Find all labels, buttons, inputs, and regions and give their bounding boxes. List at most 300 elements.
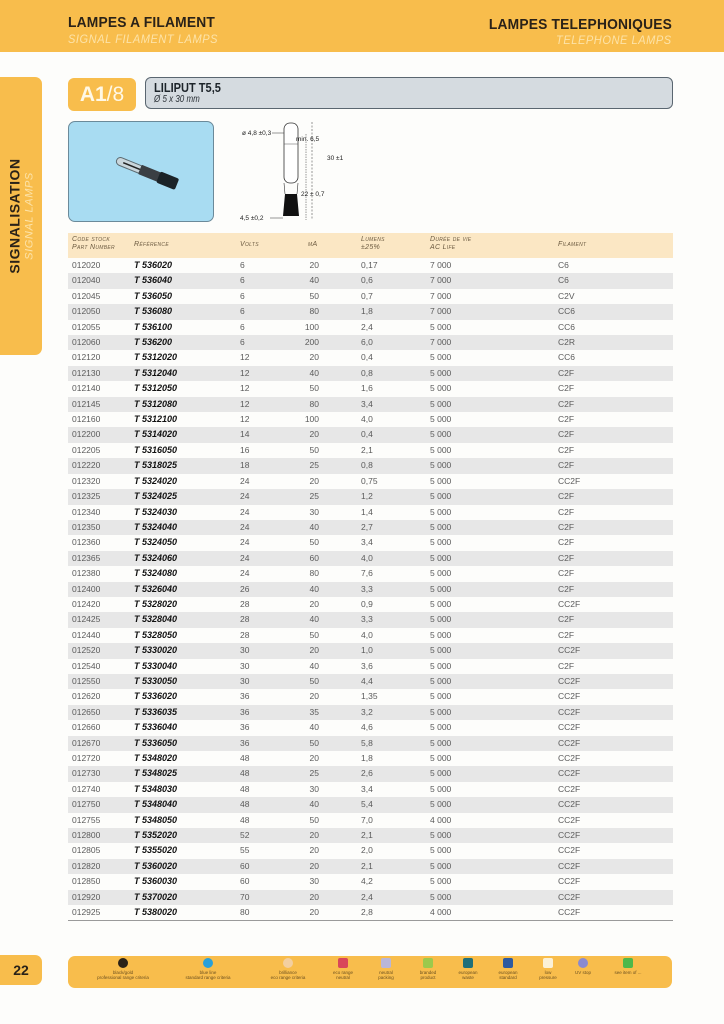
reference-cell: T 536200 (134, 337, 173, 348)
reference-cell: T 5360030 (134, 876, 178, 887)
reference-cell: T 536050 (134, 290, 173, 301)
filament-cell: CC2F (558, 753, 581, 763)
header-filament: Filament (558, 241, 587, 248)
volts-cell: 80 (240, 907, 250, 918)
life-cell: 5 000 (430, 444, 452, 455)
page-header (0, 0, 724, 52)
filament-cell: C2F (558, 521, 575, 532)
table-bottom-rule (68, 920, 673, 921)
life-cell: 7 000 (430, 290, 452, 301)
ma-cell: 40 (309, 722, 319, 733)
reference-cell: T 5326040 (134, 583, 178, 594)
ma-cell: 100 (304, 321, 319, 332)
lumens-cell: 3,4 (361, 783, 373, 794)
ma-cell: 30 (309, 506, 319, 517)
table-row (68, 766, 673, 781)
table-row (68, 874, 673, 889)
product-title-box (145, 77, 673, 109)
volts-cell: 12 (240, 352, 250, 363)
reference-cell: T 5312020 (134, 352, 178, 363)
ma-cell: 20 (309, 645, 319, 656)
reference-cell: T 5324060 (134, 552, 178, 563)
filament-cell: CC2F (558, 706, 581, 717)
header-ma: mA (308, 241, 318, 248)
filament-cell: CC2F (558, 737, 581, 748)
filament-cell: CC2F (558, 845, 581, 856)
code-cell: 012420 (72, 598, 101, 609)
code-cell: 012145 (72, 398, 101, 409)
section-title: LAMPES A FILAMENT (68, 14, 215, 31)
reference-cell: T 5324080 (134, 568, 178, 579)
volts-cell: 24 (240, 506, 250, 517)
lumens-cell: 7,6 (361, 568, 373, 579)
table-row (68, 859, 673, 874)
table-row (68, 782, 673, 797)
life-cell: 5 000 (430, 614, 452, 625)
lumens-cell: 0,7 (361, 290, 373, 301)
ma-cell: 50 (309, 737, 319, 748)
code-cell: 012805 (72, 845, 101, 856)
code-cell: 012340 (72, 506, 101, 517)
table-row (68, 751, 673, 766)
legend-item (93, 958, 153, 980)
lumens-cell: 4,0 (361, 629, 373, 640)
header-life-fr: Durée de vie (430, 236, 472, 243)
lumens-cell: 1,2 (361, 491, 373, 502)
filament-cell: CC2F (558, 907, 581, 918)
legend-label: pressure (539, 975, 557, 980)
life-cell: 5 000 (430, 552, 452, 563)
filament-cell: CC2F (558, 691, 581, 702)
ma-cell: 20 (309, 891, 319, 902)
filament-cell: C2F (558, 414, 575, 425)
filament-cell: CC2F (558, 722, 581, 733)
header-lumens (361, 236, 385, 252)
lumens-cell: 0,75 (361, 475, 378, 486)
legend-label: packing (378, 975, 394, 980)
life-cell: 5 000 (430, 722, 452, 733)
table-row (68, 705, 673, 720)
lumens-cell: 1,6 (361, 383, 373, 394)
filament-cell: C2F (558, 506, 575, 517)
filament-cell: CC2F (558, 799, 581, 810)
reference-cell: T 5380020 (134, 907, 178, 918)
lumens-cell: 1,4 (361, 506, 373, 517)
legend-label: brilliance (279, 970, 297, 975)
ma-cell: 35 (309, 706, 319, 717)
brilliance-icon (283, 958, 293, 968)
ma-cell: 20 (309, 475, 319, 486)
header-code-fr: Code stock (72, 236, 110, 243)
volts-cell: 24 (240, 552, 250, 563)
legend-label: blue line (199, 970, 217, 975)
reference-cell: T 5318025 (134, 460, 178, 471)
life-cell: 5 000 (430, 753, 452, 763)
code-cell: 012425 (72, 614, 101, 625)
eco-badge-icon (338, 958, 348, 968)
filament-cell: C2F (558, 552, 575, 563)
filament-cell: C2F (558, 460, 575, 471)
volts-cell: 12 (240, 398, 250, 409)
lamp-cap (156, 171, 179, 190)
lumens-cell: 4,0 (361, 414, 373, 425)
ma-cell: 30 (309, 783, 319, 794)
reference-cell: T 5348030 (134, 783, 178, 794)
table-row (68, 797, 673, 812)
reference-cell: T 536020 (134, 260, 173, 270)
header-life (430, 236, 471, 252)
code-cell: 012550 (72, 675, 101, 686)
code-cell: 012820 (72, 860, 101, 871)
ma-cell: 20 (309, 845, 319, 856)
filament-cell: CC2F (558, 645, 581, 656)
ma-cell: 60 (309, 552, 319, 563)
lumens-cell: 2,1 (361, 444, 373, 455)
volts-cell: 6 (240, 290, 245, 301)
ma-cell: 50 (309, 383, 319, 394)
code-cell: 012520 (72, 645, 101, 656)
volts-cell: 16 (240, 444, 250, 455)
legend-label: see item of ... (614, 970, 642, 975)
legend-label: standard (499, 975, 517, 980)
lumens-cell: 3,3 (361, 583, 373, 594)
code-cell: 012850 (72, 876, 101, 887)
life-cell: 4 000 (430, 814, 452, 825)
table-row (68, 890, 673, 905)
table-row (68, 505, 673, 520)
table-row (68, 273, 673, 288)
diameter-label: ø 4,8 ±0,3 (242, 130, 272, 137)
filament-cell: CC2F (558, 830, 581, 841)
table-row (68, 736, 673, 751)
filament-cell: C2F (558, 367, 575, 378)
legend-label: UV stop (574, 970, 591, 975)
low-pressure-icon (543, 958, 553, 968)
lumens-cell: 1,8 (361, 753, 373, 763)
volts-cell: 60 (240, 860, 250, 871)
code-cell: 012920 (72, 891, 101, 902)
life-cell: 5 000 (430, 598, 452, 609)
filament-cell: C2F (558, 491, 575, 502)
life-cell: 5 000 (430, 799, 452, 810)
legend-label: neutral (379, 970, 393, 975)
half-sun-icon (118, 958, 128, 968)
lumens-cell: 0,4 (361, 429, 373, 440)
life-cell: 5 000 (430, 675, 452, 686)
life-cell: 7 000 (430, 337, 452, 348)
table-row (68, 458, 673, 473)
table-row (68, 551, 673, 566)
table-row (68, 689, 673, 704)
lumens-cell: 4,2 (361, 876, 373, 887)
ma-cell: 25 (309, 491, 319, 502)
min-length-label: min. 6,5 (296, 136, 320, 143)
life-cell: 5 000 (430, 737, 452, 748)
code-cell: 012220 (72, 460, 101, 471)
table-row (68, 397, 673, 412)
filament-cell: C2F (558, 383, 575, 394)
life-cell: 5 000 (430, 830, 452, 841)
volts-cell: 48 (240, 783, 250, 794)
lumens-cell: 0,8 (361, 367, 373, 378)
life-cell: 5 000 (430, 645, 452, 656)
lumens-cell: 0,6 (361, 275, 373, 286)
side-tab-title: SIGNALISATION (6, 158, 23, 274)
volts-cell: 30 (240, 645, 250, 656)
ma-cell: 40 (309, 367, 319, 378)
neutral-packing-icon (381, 958, 391, 968)
table-row (68, 474, 673, 489)
total-length-label: 30 ±1 (327, 155, 344, 162)
volts-cell: 24 (240, 491, 250, 502)
code-cell: 012040 (72, 275, 101, 286)
header-lumens-label: Lumens (361, 236, 385, 243)
product-code-badge (68, 78, 136, 111)
lamp-table (68, 233, 673, 921)
life-cell: 5 000 (430, 321, 452, 332)
volts-cell: 55 (240, 845, 250, 856)
volts-cell: 6 (240, 260, 245, 270)
lumens-cell: 2,1 (361, 860, 373, 871)
volts-cell: 12 (240, 367, 250, 378)
filament-cell: CC2F (558, 768, 581, 779)
lumens-cell: 0,4 (361, 352, 373, 363)
ma-cell: 50 (309, 290, 319, 301)
code-cell: 012365 (72, 552, 101, 563)
legend-label: low (544, 970, 552, 975)
life-cell: 5 000 (430, 491, 452, 502)
header-life-en: AC Life (430, 244, 456, 251)
volts-cell: 48 (240, 753, 250, 763)
filament-cell: C2F (558, 429, 575, 440)
code-cell: 012720 (72, 753, 101, 763)
lumens-cell: 2,1 (361, 830, 373, 841)
lumens-cell: 5,4 (361, 799, 373, 810)
code-cell: 012205 (72, 444, 101, 455)
lumens-cell: 1,0 (361, 645, 373, 656)
lumens-cell: 4,4 (361, 675, 373, 686)
filament-cell: C2F (558, 614, 575, 625)
ma-cell: 50 (309, 629, 319, 640)
header-code (72, 236, 115, 252)
filament-cell: CC2F (558, 860, 581, 871)
european-waste-icon (463, 958, 473, 968)
legend-label: product (420, 975, 436, 980)
lumens-cell: 0,17 (361, 260, 378, 270)
volts-cell: 60 (240, 876, 250, 887)
reference-cell: T 5312100 (134, 414, 178, 425)
code-cell: 012160 (72, 414, 101, 425)
volts-cell: 24 (240, 568, 250, 579)
reference-cell: T 5352020 (134, 830, 178, 841)
filament-cell: C2F (558, 568, 575, 579)
legend-label: waste (462, 975, 474, 980)
ma-cell: 20 (309, 860, 319, 871)
volts-cell: 6 (240, 275, 245, 286)
life-cell: 7 000 (430, 306, 452, 317)
table-row (68, 520, 673, 535)
legend-label: european (498, 970, 518, 975)
reference-cell: T 5314020 (134, 429, 178, 440)
header-volts: Volts (240, 241, 259, 248)
ma-cell: 30 (309, 876, 319, 887)
reference-cell: T 536040 (134, 275, 173, 286)
life-cell: 5 000 (430, 383, 452, 394)
code-cell: 012730 (72, 768, 101, 779)
table-row (68, 720, 673, 735)
life-cell: 5 000 (430, 367, 452, 378)
filament-cell: CC2F (558, 783, 581, 794)
table-row (68, 612, 673, 627)
life-cell: 5 000 (430, 660, 452, 671)
life-cell: 5 000 (430, 521, 452, 532)
filament-cell: CC2F (558, 675, 581, 686)
life-cell: 5 000 (430, 352, 452, 363)
ma-cell: 50 (309, 444, 319, 455)
reference-cell: T 5312080 (134, 398, 178, 409)
reference-cell: T 536080 (134, 306, 173, 317)
reference-cell: T 5348025 (134, 768, 178, 779)
lumens-cell: 2,8 (361, 907, 373, 918)
lumens-cell: 4,0 (361, 552, 373, 563)
lumens-cell: 2,0 (361, 845, 373, 856)
filament-cell: C2F (558, 583, 575, 594)
reference-cell: T 5336040 (134, 722, 178, 733)
ma-cell: 20 (309, 598, 319, 609)
product-photo (68, 121, 214, 222)
see-item-icon (623, 958, 633, 968)
life-cell: 7 000 (430, 275, 452, 286)
ma-cell: 40 (309, 799, 319, 810)
lumens-cell: 7,0 (361, 814, 373, 825)
filament-cell: CC2F (558, 598, 581, 609)
reference-cell: T 536100 (134, 321, 173, 332)
reference-cell: T 5336020 (134, 691, 178, 702)
page-number: 22 (0, 955, 42, 985)
ma-cell: 20 (309, 830, 319, 841)
life-cell: 5 000 (430, 537, 452, 548)
ma-cell: 40 (309, 614, 319, 625)
table-row (68, 289, 673, 304)
code-cell: 012020 (72, 260, 101, 270)
code-cell: 012050 (72, 306, 101, 317)
reference-cell: T 5370020 (134, 891, 178, 902)
table-row (68, 320, 673, 335)
table-row (68, 597, 673, 612)
filament-cell: C2F (558, 398, 575, 409)
table-row (68, 350, 673, 365)
table-row (68, 412, 673, 427)
ma-cell: 200 (304, 337, 319, 348)
filament-cell: CC2F (558, 475, 581, 486)
reference-cell: T 5348050 (134, 814, 178, 825)
table-row (68, 535, 673, 550)
table-row (68, 489, 673, 504)
lumens-cell: 5,8 (361, 737, 373, 748)
life-cell: 5 000 (430, 475, 452, 486)
reference-cell: T 5328020 (134, 598, 178, 609)
table-row (68, 566, 673, 581)
reference-cell: T 5330050 (134, 675, 178, 686)
life-cell: 5 000 (430, 629, 452, 640)
table-row (68, 335, 673, 350)
lumens-cell: 2,4 (361, 891, 373, 902)
reference-cell: T 5312040 (134, 367, 178, 378)
code-cell: 012200 (72, 429, 101, 440)
reference-cell: T 5312050 (134, 383, 178, 394)
header-code-en: Part Number (72, 244, 115, 251)
branded-product-icon (423, 958, 433, 968)
volts-cell: 28 (240, 629, 250, 640)
table-row (68, 366, 673, 381)
table-row (68, 258, 673, 273)
volts-cell: 24 (240, 537, 250, 548)
life-cell: 5 000 (430, 783, 452, 794)
legend-label: branded (419, 970, 437, 975)
header-reference: Référence (134, 241, 169, 248)
volts-cell: 6 (240, 306, 245, 317)
category-subtitle: TELEPHONE LAMPS (556, 33, 672, 47)
section-subtitle: SIGNAL FILAMENT LAMPS (68, 32, 219, 46)
reference-cell: T 5316050 (134, 444, 178, 455)
volts-cell: 6 (240, 337, 245, 348)
code-cell: 012650 (72, 706, 101, 717)
legend-item (598, 958, 658, 975)
life-cell: 5 000 (430, 414, 452, 425)
reference-cell: T 5336050 (134, 737, 178, 748)
life-cell: 5 000 (430, 845, 452, 856)
legend-label: black/gold (112, 970, 134, 975)
product-dimensions: Ø 5 x 30 mm (154, 94, 200, 105)
lumens-cell: 6,0 (361, 337, 373, 348)
filament-cell: CC2F (558, 891, 581, 902)
ma-cell: 50 (309, 537, 319, 548)
bulb-outline (284, 123, 298, 183)
code-cell: 012660 (72, 722, 101, 733)
life-cell: 7 000 (430, 260, 452, 270)
table-row (68, 304, 673, 319)
life-cell: 5 000 (430, 568, 452, 579)
reference-cell: T 5324025 (134, 491, 178, 502)
lumens-cell: 2,7 (361, 521, 373, 532)
legend-label: professional range criteria (97, 975, 149, 980)
life-cell: 5 000 (430, 691, 452, 702)
volts-cell: 36 (240, 691, 250, 702)
legend-label: neutral (336, 975, 350, 980)
filament-cell: CC2F (558, 876, 581, 887)
code-cell: 012740 (72, 783, 101, 794)
lumens-cell: 3,2 (361, 706, 373, 717)
table-row (68, 674, 673, 689)
ma-cell: 40 (309, 583, 319, 594)
filament-cell: CC6 (558, 306, 576, 317)
reference-cell: T 5348040 (134, 799, 178, 810)
volts-cell: 52 (240, 830, 250, 841)
code-cell: 012350 (72, 521, 101, 532)
category-title: LAMPES TELEPHONIQUES (488, 16, 672, 33)
filament-cell: C2V (558, 290, 575, 301)
life-cell: 5 000 (430, 768, 452, 779)
side-tab-subtitle: SIGNAL LAMPS (23, 172, 36, 260)
reference-cell: T 5324050 (134, 537, 178, 548)
volts-cell: 26 (240, 583, 250, 594)
legend-item (258, 958, 318, 980)
life-cell: 5 000 (430, 506, 452, 517)
ma-cell: 20 (309, 691, 319, 702)
table-row (68, 427, 673, 442)
ma-cell: 100 (304, 414, 319, 425)
filament-cell: CC2F (558, 814, 581, 825)
